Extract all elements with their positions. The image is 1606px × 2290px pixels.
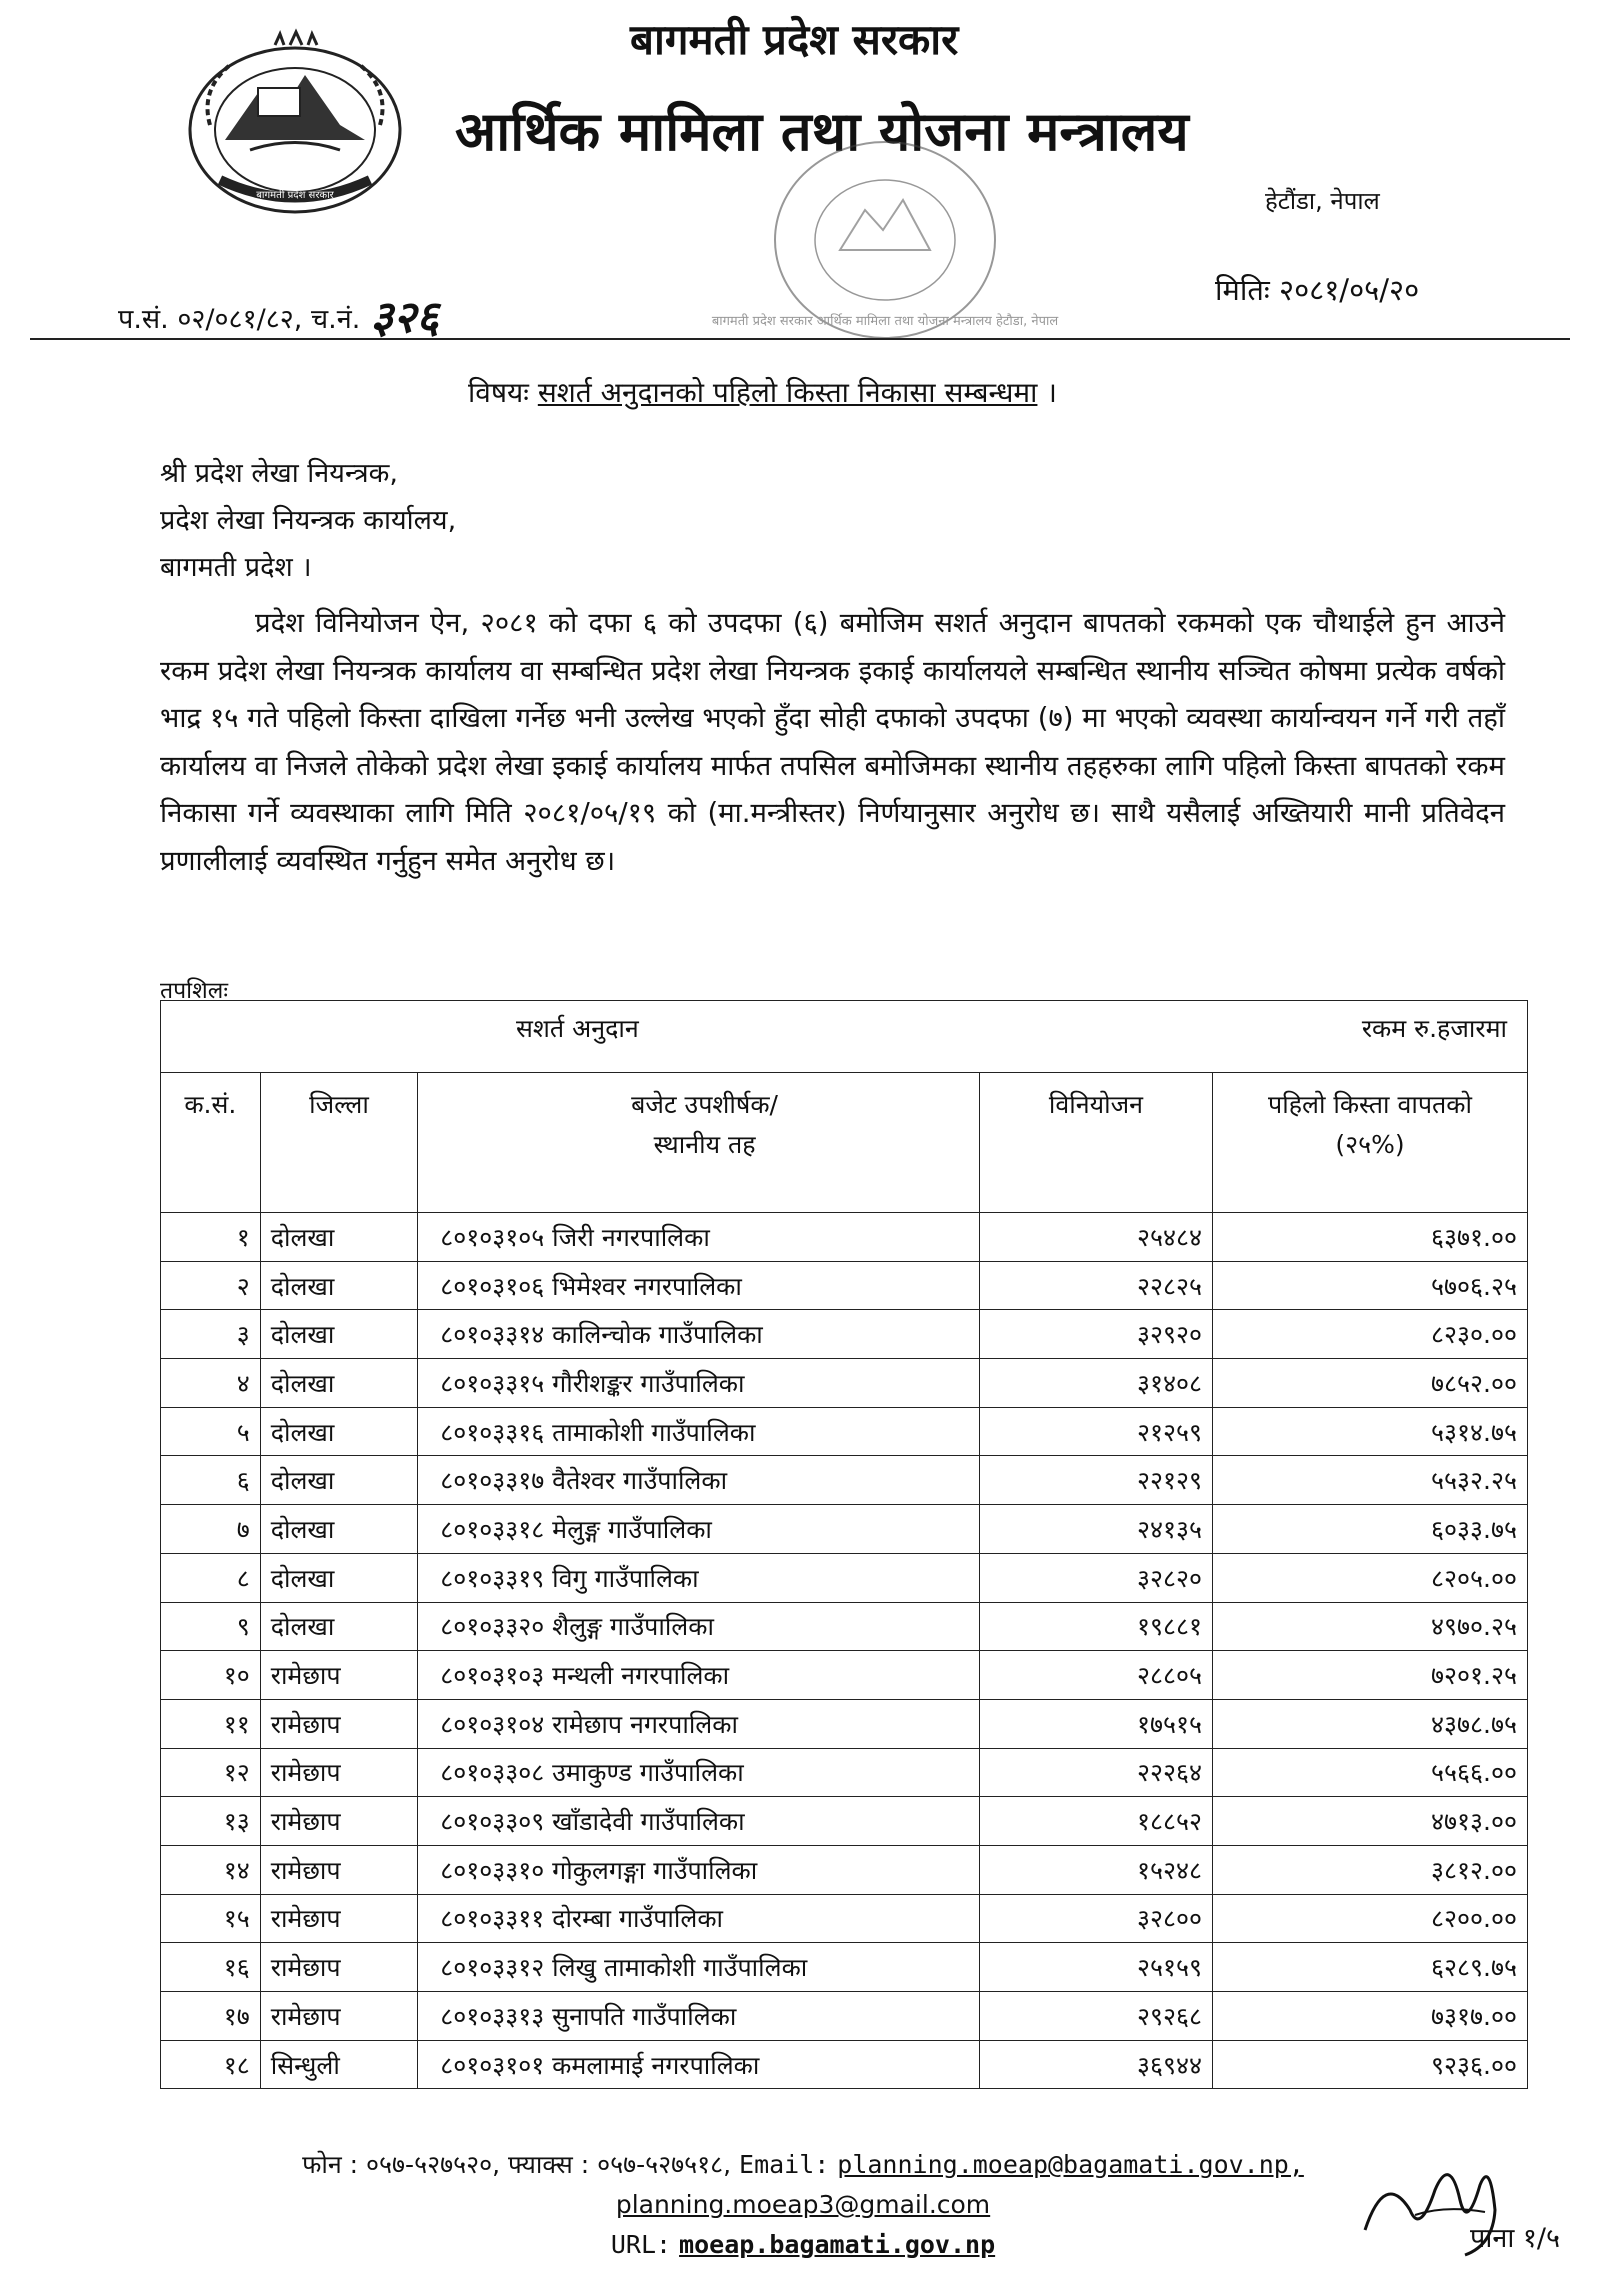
row-sn: १७ (161, 1992, 261, 2041)
row-installment: ५३१४.७५ (1213, 1407, 1528, 1456)
row-budget-head: ८०१०३१०६ भिमेश्वर नगरपालिका (418, 1261, 980, 1310)
row-sn: १५ (161, 1894, 261, 1943)
addressee-line: बागमती प्रदेश । (160, 552, 312, 583)
date-value: २०८१/०५/२० (1278, 273, 1420, 307)
table-row (161, 1407, 1528, 1456)
row-budget-head: ८०१०३१०४ रामेछाप नगरपालिका (418, 1699, 980, 1748)
row-district: रामेछाप (260, 1699, 417, 1748)
header-installment (1213, 1073, 1528, 1213)
caption-left: सशर्त अनुदान (161, 1001, 980, 1073)
row-allocation: २२१२९ (979, 1456, 1212, 1505)
row-district: रामेछाप (260, 1894, 417, 1943)
footer-phone-fax: फोन : ०५७-५२७५२०, फ्याक्स : ०५७-५२७५१८, (302, 2150, 732, 2179)
row-allocation: १५२४८ (979, 1845, 1212, 1894)
row-district: दोलखा (260, 1505, 417, 1554)
row-installment: ५५६६.०० (1213, 1748, 1528, 1797)
table-caption-row (161, 1001, 1528, 1073)
row-sn: २ (161, 1261, 261, 1310)
row-sn: ५ (161, 1407, 261, 1456)
table-row (161, 1748, 1528, 1797)
row-district: रामेछाप (260, 1748, 417, 1797)
row-district: दोलखा (260, 1310, 417, 1359)
row-allocation: ३६९४४ (979, 2040, 1212, 2089)
row-allocation: ३२९२० (979, 1310, 1212, 1359)
row-budget-head: ८०१०३१०५ जिरी नगरपालिका (418, 1213, 980, 1262)
row-allocation: १९८८१ (979, 1602, 1212, 1651)
stamp-text: बागमती प्रदेश सरकार आर्थिक मामिला तथा योजना मन्त्रालय हेटौडा, नेपाल (711, 314, 1059, 329)
row-district: दोलखा (260, 1553, 417, 1602)
table-row (161, 1553, 1528, 1602)
allocation-table (160, 1000, 1528, 2089)
row-allocation: १७५१५ (979, 1699, 1212, 1748)
government-emblem (180, 30, 410, 220)
header-divider (30, 338, 1570, 340)
row-installment: ४९७०.२५ (1213, 1602, 1528, 1651)
addressee-block (160, 450, 456, 591)
row-budget-head: ८०१०३३१० गोकुलगङ्गा गाउँपालिका (418, 1845, 980, 1894)
row-sn: १ (161, 1213, 261, 1262)
row-installment: ३८१२.०० (1213, 1845, 1528, 1894)
row-sn: १४ (161, 1845, 261, 1894)
subject-text: सशर्त अनुदानको पहिलो किस्ता निकासा सम्बन्धमा (537, 376, 1038, 409)
row-district: दोलखा (260, 1213, 417, 1262)
ministry-name: आर्थिक मामिला तथा योजना मन्त्रालय (455, 100, 1189, 163)
header-allocation: विनियोजन (979, 1073, 1212, 1213)
row-sn: १६ (161, 1943, 261, 1992)
table-row (161, 1845, 1528, 1894)
table-row (161, 1456, 1528, 1505)
row-district: दोलखा (260, 1359, 417, 1408)
table-row (161, 1213, 1528, 1262)
row-allocation: १८८५२ (979, 1797, 1212, 1846)
row-installment: ९२३६.०० (1213, 2040, 1528, 2089)
row-sn: ८ (161, 1553, 261, 1602)
row-allocation: २२२६४ (979, 1748, 1212, 1797)
table-row (161, 1505, 1528, 1554)
row-budget-head: ८०१०३३१७ वैतेश्वर गाउँपालिका (418, 1456, 980, 1505)
row-installment: ७३१७.०० (1213, 1992, 1528, 2041)
table-row (161, 1261, 1528, 1310)
date-label: मितिः (1215, 273, 1270, 307)
subject-label: विषयः (468, 376, 529, 409)
row-sn: १३ (161, 1797, 261, 1846)
row-installment: ६३७१.०० (1213, 1213, 1528, 1262)
table-row (161, 1943, 1528, 1992)
row-district: रामेछाप (260, 1651, 417, 1700)
header-budget-head (418, 1073, 980, 1213)
row-district: दोलखा (260, 1602, 417, 1651)
row-installment: ८२००.०० (1213, 1894, 1528, 1943)
row-budget-head: ८०१०३१०१ कमलामाई नगरपालिका (418, 2040, 980, 2089)
header-budget-head-line1: बजेट उपशीर्षक/ (631, 1090, 778, 1119)
row-sn: १० (161, 1651, 261, 1700)
row-district: दोलखा (260, 1407, 417, 1456)
row-installment: ५७०६.२५ (1213, 1261, 1528, 1310)
row-budget-head: ८०१०३३१५ गौरीशङ्कर गाउँपालिका (418, 1359, 980, 1408)
row-sn: १२ (161, 1748, 261, 1797)
row-installment: ७८५२.०० (1213, 1359, 1528, 1408)
footer-email-link-secondary[interactable]: planning.moeap3@gmail.com (615, 2190, 991, 2219)
row-allocation: ३२८२० (979, 1553, 1212, 1602)
table-row (161, 1992, 1528, 2041)
row-budget-head: ८०१०३३१२ लिखु तामाकोशी गाउँपालिका (418, 1943, 980, 1992)
table-row (161, 2040, 1528, 2089)
row-installment: ६०३३.७५ (1213, 1505, 1528, 1554)
header-budget-head-line2: स्थानीय तह (653, 1130, 756, 1159)
addressee-line: श्री प्रदेश लेखा नियन्त्रक, (160, 458, 398, 489)
row-district: दोलखा (260, 1261, 417, 1310)
row-budget-head: ८०१०३३१९ विगु गाउँपालिका (418, 1553, 980, 1602)
table-row (161, 1894, 1528, 1943)
row-sn: ७ (161, 1505, 261, 1554)
row-district: रामेछाप (260, 1797, 417, 1846)
row-budget-head: ८०१०३१०३ मन्थली नगरपालिका (418, 1651, 980, 1700)
row-allocation: २५४८४ (979, 1213, 1212, 1262)
row-installment: ४३७८.७५ (1213, 1699, 1528, 1748)
emblem-ribbon-text: बागमती प्रदेश सरकार (256, 190, 334, 201)
chalani-label: च.नं. (311, 304, 361, 335)
footer-url-link[interactable]: moeap.bagamati.gov.np (679, 2230, 996, 2259)
row-budget-head: ८०१०३३१४ कालिन्चोक गाउँपालिका (418, 1310, 980, 1359)
row-sn: १८ (161, 2040, 261, 2089)
header-district: जिल्ला (260, 1073, 417, 1213)
footer-email-link[interactable]: planning.moeap@bagamati.gov.np, (837, 2150, 1304, 2179)
table-header-row (161, 1073, 1528, 1213)
row-sn: ३ (161, 1310, 261, 1359)
row-sn: ११ (161, 1699, 261, 1748)
footer-email-label: Email: (739, 2150, 830, 2179)
page-number: पाना १/५ (1470, 2223, 1561, 2254)
row-installment: ४७१३.०० (1213, 1797, 1528, 1846)
row-sn: ९ (161, 1602, 261, 1651)
row-installment: ७२०१.२५ (1213, 1651, 1528, 1700)
table-body (161, 1213, 1528, 2089)
row-allocation: २८८०५ (979, 1651, 1212, 1700)
row-installment: ८२३०.०० (1213, 1310, 1528, 1359)
reference-number (118, 285, 439, 345)
row-allocation: २१२५९ (979, 1407, 1212, 1456)
footer-url-label: URL: (610, 2230, 672, 2259)
government-name: बागमती प्रदेश सरकार (630, 15, 959, 64)
table-row (161, 1651, 1528, 1700)
row-budget-head: ८०१०३३१३ सुनापति गाउँपालिका (418, 1992, 980, 2041)
row-sn: ६ (161, 1456, 261, 1505)
row-budget-head: ८०१०३३०९ खाँडादेवी गाउँपालिका (418, 1797, 980, 1846)
row-district: रामेछाप (260, 1943, 417, 1992)
row-allocation: २२८२५ (979, 1261, 1212, 1310)
tapasil-label: तपशिलः (160, 978, 229, 1004)
row-district: सिन्धुली (260, 2040, 417, 2089)
row-allocation: २५१५९ (979, 1943, 1212, 1992)
header-sn: क.सं. (161, 1073, 261, 1213)
row-budget-head: ८०१०३३११ दोरम्बा गाउँपालिका (418, 1894, 980, 1943)
body-paragraph: प्रदेश विनियोजन ऐन, २०८१ को दफा ६ को उपदफा (६) बमोजिम सशर्त अनुदान बापतको रकमको एक चौथाईले हुन आउने रकम प्रदेश लेखा नियन्त्रक कार्यालय वा सम्बन्धित प्रदेश लेखा नियन्त्रक इकाई कार्यालयले सम्बन्धित स्थानीय सञ्चित कोषमा प्रत्येक वर्षको भाद्र १५ गते पहिलो किस्ता दाखिला गर्नेछ भनी उल्लेख भएको हुँदा सोही दफाको उपदफा (७) मा भएको व्यवस्था कार्यान्वयन गर्ने गरी तहाँ कार्यालय वा निजले तोकेको प्रदेश लेखा इकाई कार्यालय मार्फत तपसिल बमोजिमका स्थानीय तहहरुका लागि पहिलो किस्ता बापतको रकम निकासा गर्ने व्यवस्थाका लागि मिति २०८१/०५/१९ को (मा.मन्त्रीस्तर) निर्णयानुसार अनुरोध छ। साथै यसैलाई अख्तियारी मानी प्रतिवेदन प्रणालीलाई व्यवस्थित गर्नुहुन समेत अनुरोध छ। (160, 607, 1505, 877)
table-row (161, 1359, 1528, 1408)
row-installment: ६२८९.७५ (1213, 1943, 1528, 1992)
row-allocation: ३२८०० (979, 1894, 1212, 1943)
row-district: दोलखा (260, 1456, 417, 1505)
row-district: रामेछाप (260, 1845, 417, 1894)
row-budget-head: ८०१०३३२० शैलुङ्ग गाउँपालिका (418, 1602, 980, 1651)
subject-end-mark: । (1046, 376, 1057, 409)
subject-line (468, 373, 1057, 411)
header-installment-line2: (२५%) (1335, 1130, 1405, 1159)
header-installment-line1: पहिलो किस्ता वापतको (1268, 1090, 1472, 1119)
addressee-line: प्रदेश लेखा नियन्त्रक कार्यालय, (160, 505, 457, 536)
row-budget-head: ८०१०३३१६ तामाकोशी गाउँपालिका (418, 1407, 980, 1456)
caption-right: रकम रु.हजारमा (979, 1001, 1527, 1073)
office-stamp (711, 130, 1059, 350)
row-district: रामेछाप (260, 1992, 417, 2041)
row-allocation: २४१३५ (979, 1505, 1212, 1554)
patra-sankhya: प.सं. ०२/०८१/८२, (118, 304, 303, 335)
table-row (161, 1310, 1528, 1359)
row-allocation: २९२६८ (979, 1992, 1212, 2041)
office-address: हेटौंडा, नेपाल (1265, 187, 1380, 215)
row-budget-head: ८०१०३३०८ उमाकुण्ड गाउँपालिका (418, 1748, 980, 1797)
table-row (161, 1797, 1528, 1846)
row-installment: ५५३२.२५ (1213, 1456, 1528, 1505)
row-installment: ८२०५.०० (1213, 1553, 1528, 1602)
row-allocation: ३१४०८ (979, 1359, 1212, 1408)
table-row (161, 1699, 1528, 1748)
table-row (161, 1602, 1528, 1651)
row-sn: ४ (161, 1359, 261, 1408)
chalani-number: ३२६ (370, 292, 439, 343)
row-budget-head: ८०१०३३१८ मेलुङ्ग गाउँपालिका (418, 1505, 980, 1554)
letter-date (1215, 270, 1419, 309)
